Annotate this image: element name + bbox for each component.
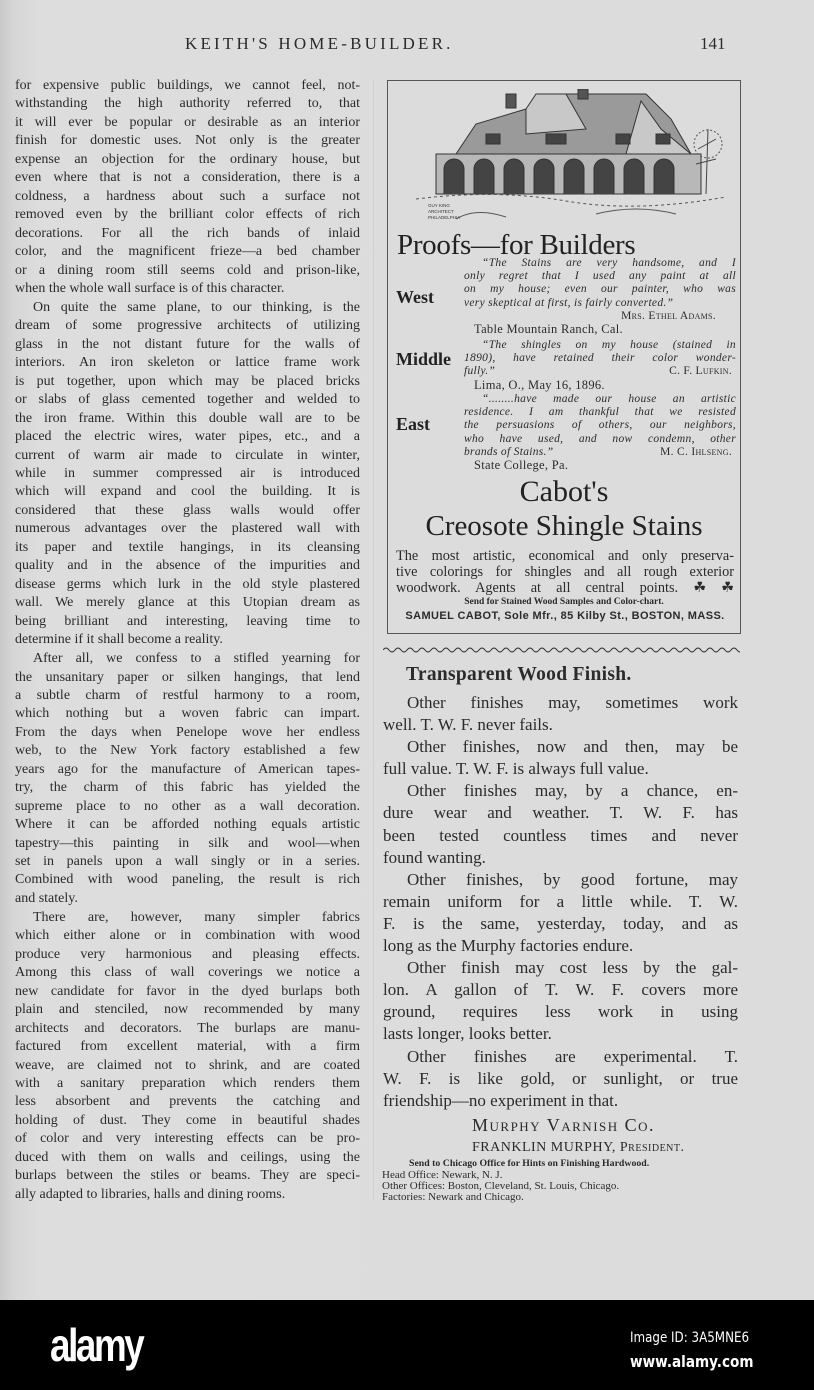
text-line: found wanting. (383, 847, 486, 867)
office-list (382, 1170, 619, 1203)
text-line: which will expand and cool the building. It is (15, 484, 360, 500)
region-label-west: West (396, 287, 434, 307)
text-line: removed even by the brilliant color effects of rich (15, 207, 360, 223)
text-line: lasts longer, looks better. (383, 1024, 552, 1044)
text-line: for expensive public buildings, we cannot feel, not- (15, 78, 360, 93)
text-line: From the days when Penelope wove her endless (15, 724, 360, 740)
text-line: Other finishes, by good fortune, may (407, 869, 738, 889)
text-line: web, to the New York factory established a few (15, 743, 360, 759)
text-line: being brilliant and interesting, leaving time to (15, 613, 360, 629)
text-line: try, the charm of this fabric has yielded the (15, 780, 360, 796)
testimonial-east (464, 393, 736, 472)
text-line: duced with them on walls and ceilings, using the (15, 1149, 360, 1165)
text-line: been tested countless times and never (383, 825, 738, 845)
company-name: Murphy Varnish Co. (472, 1115, 656, 1135)
twf-paragraph (383, 869, 738, 957)
text-line: Other finishes are experimental. T. (407, 1046, 738, 1066)
quote-line: “The Stains are very handsome, and I (482, 257, 736, 269)
text-line: architects and decorators. The burlaps are manu- (15, 1020, 360, 1036)
quote-line: who have used, and now condemn, other (464, 432, 736, 445)
ad-body-line: woodwork. Agents at all central points. ☘ ☘ (396, 580, 734, 596)
text-line: disease germs which lurk in the old style plastered (15, 576, 360, 592)
article-paragraph (15, 650, 360, 908)
text-line: plain and stenciled, now recommended by many (15, 1002, 360, 1018)
region-label-east: East (396, 414, 431, 434)
text-line: Where it can be afforded nothing equals artistic (15, 817, 360, 833)
text-line: considered that these glass walls would offer (15, 502, 360, 518)
text-line: is put together, upon which may be placed bricks (15, 373, 360, 389)
testimonial-place: State College, Pa. (474, 458, 569, 473)
article-paragraph (15, 909, 360, 1204)
ad-body (396, 548, 734, 596)
text-line: finish for domestic uses. Not only is the greater (15, 133, 360, 149)
company-president (472, 1140, 685, 1156)
text-line: dream of some progressive architects of utilizing (15, 318, 360, 334)
ad-headline: Proofs—for Builders (397, 229, 636, 261)
page-number: 141 (700, 34, 726, 53)
text-line: lon. A gallon of T. W. F. covers more (383, 980, 738, 1000)
brand-name: Cabot's (519, 475, 609, 508)
article-paragraph (15, 299, 360, 650)
text-line: numerous advantages over the plastered wall with (15, 521, 360, 537)
column-divider (373, 80, 374, 1200)
text-line: supreme place to no other as a wall decoration. (15, 798, 360, 814)
architect-caption: PHILADELPHIA (428, 215, 461, 220)
testimonial-author: Mrs. Ethel Adams. (621, 309, 716, 322)
text-line: even where that is not a consideration, there is a (15, 170, 360, 186)
text-line: full value. T. W. F. is always full value. (383, 759, 649, 779)
text-line: which either alone or in combination with wood (15, 928, 360, 944)
text-line: There are, however, many simpler fabrics (33, 909, 360, 925)
text-line: determine if it shall become a reality. (15, 632, 223, 648)
twf-paragraph (383, 692, 738, 736)
running-header: KEITH'S HOME-BUILDER. (185, 34, 454, 53)
text-line: placed the electric wires, water pipes, etc., and a (15, 429, 360, 445)
ad-body-line: tive colorings for shingles and all rough exterior (396, 564, 734, 580)
text-line: withstanding the high authority referred to, that (15, 96, 360, 112)
text-line: friendship—no experiment in that. (383, 1090, 619, 1110)
testimonial-west (464, 257, 736, 336)
text-line: interiors. An iron skeleton or lattice frame work (15, 355, 360, 371)
text-line: current of warm air made to circulate in winter, (15, 447, 360, 463)
text-line: the iron frame. Within this double wall are to be (15, 410, 360, 426)
image-id: Image ID: 3A5MNE6 (630, 1330, 750, 1346)
text-line: long as the Murphy factories endure. (383, 936, 634, 956)
text-line: Other finishes, now and then, may be (407, 737, 738, 757)
text-line: or slabs of glass cemented together and welded to (15, 392, 360, 408)
quote-line: residence. I am thankful that we resisted (464, 406, 736, 419)
text-line: produce very harmonious and pleasing effects. (15, 946, 360, 962)
testimonial-middle (464, 339, 736, 392)
text-line: Combined with wood paneling, the result is rich (15, 872, 360, 888)
office-line: Factories: Newark and Chicago. (382, 1191, 524, 1203)
house-illustration (416, 89, 726, 229)
text-line: with a sanitary preparation which renders them (15, 1075, 360, 1091)
text-line: Among this class of wall coverings we notice a (15, 965, 360, 981)
quote-line: brands of Stains.” (464, 445, 554, 458)
text-line: it will ever be popular or desirable as an interior (15, 114, 360, 130)
text-line: color, and the magnificent frieze—a bed chamber (15, 244, 360, 260)
text-line: glass in the not distant future for the walls of (15, 336, 360, 352)
manufacturer-address: SAMUEL CABOT, Sole Mfr., 85 Kilby St., BOSTON, MASS. (405, 610, 725, 622)
quote-last-row (464, 365, 736, 378)
text-line: coldness, a hardness about such a surface not (15, 188, 360, 204)
text-line: set in panels upon a wall singly or in a series. (15, 854, 360, 870)
text-line: weave, are claimed not to shrink, and are coated (15, 1057, 360, 1073)
text-line: remain uniform for a little while. T. W. (383, 891, 738, 911)
text-line: factured from excellent material, with a firm (15, 1039, 360, 1055)
twf-ad-body (383, 692, 738, 1112)
site-url[interactable]: www.alamy.com (630, 1352, 754, 1371)
quote-line: the persuasions of others, our neighbors, (464, 419, 736, 432)
testimonial-author: M. C. Ihlseng. (660, 445, 732, 458)
text-line: while in summer compressed air is introduced (15, 466, 360, 482)
cabot-advertisement (387, 80, 741, 634)
wavy-divider (383, 644, 740, 656)
text-line: On quite the same plane, to our thinking, is the (33, 299, 360, 315)
text-line: holding of dust. They come in beautiful shades (15, 1112, 360, 1128)
region-label-middle: Middle (396, 349, 452, 369)
article-paragraph (15, 77, 360, 298)
hints-offer: Send to Chicago Office for Hints on Finishing Hardwood. (409, 1158, 650, 1169)
left-article-column (15, 77, 360, 1205)
text-line: Other finish may cost less by the gal- (407, 958, 738, 978)
text-line: a subtle charm of restful harmony to a room, (15, 687, 360, 703)
quote-line: “The shingles on my house (stained in (482, 339, 736, 351)
product-name: Creosote Shingle Stains (425, 510, 703, 542)
quote-line: on my house; even our painter, who was (464, 283, 736, 296)
text-line: or a dining room still seems cold and prison-like, (15, 262, 360, 278)
text-line: F. is the same, yesterday, today, and as (383, 913, 738, 933)
testimonial-place: Lima, O., May 16, 1896. (474, 377, 605, 392)
text-line: W. F. is like gold, or sunlight, or true (383, 1068, 738, 1088)
quote-line: fully.” (464, 365, 496, 378)
president-title: President. (619, 1140, 685, 1155)
quote-line: “........have made our house an artistic (482, 393, 736, 405)
text-line: quality and in the absence of the impurities and (15, 558, 360, 574)
quote-line: 1890), have retained their color wonder- (464, 352, 736, 365)
text-line: its paper and textile hangings, in its cleansing (15, 539, 360, 555)
architect-caption: GUY KING (428, 203, 450, 208)
samples-offer: Send for Stained Wood Samples and Color-chart. (464, 597, 664, 607)
text-line: decorations. For all the rich bands of inlaid (15, 225, 360, 241)
text-line: ally adapted to libraries, halls and dining rooms. (15, 1186, 286, 1202)
twf-paragraph (383, 1046, 738, 1112)
text-line: the unsanitary paper or silken hangings, that lend (15, 669, 360, 685)
office-line: Other Offices: Boston, Cleveland, St. Louis, Chicago. (382, 1180, 620, 1192)
text-line: new candidate for favor in the dyed burlaps both (15, 983, 360, 999)
text-line: dure wear and weather. T. W. F. has (383, 803, 738, 823)
text-line: Other finishes may, sometimes work (407, 693, 738, 712)
twf-ad-title: Transparent Wood Finish. (406, 664, 632, 685)
president-name: FRANKLIN MURPHY, (472, 1140, 616, 1155)
text-line: tapestry—this painting in silk and wool—when (15, 835, 360, 851)
testimonial-author: C. F. Lufkin. (669, 365, 732, 378)
text-line: After all, we confess to a stifled yearning for (33, 651, 360, 667)
text-line: which nothing but a woven fabric can impart. (15, 706, 360, 722)
ad-body-line: The most artistic, economical and only preserva- (396, 548, 734, 564)
architect-caption: ARCHITECT (428, 209, 454, 214)
text-line: ground, requires less work in using (383, 1002, 738, 1022)
twf-paragraph (383, 957, 738, 1045)
text-line: burlaps between the stiles or beams. They are speci- (15, 1168, 360, 1184)
text-line: less absorbent and prevents the catching and (15, 1094, 360, 1110)
twf-paragraph (383, 736, 738, 780)
alamy-logo: alamy (50, 1319, 143, 1371)
office-line: Head Office: Newark, N. J. (382, 1169, 503, 1181)
testimonial-place: Table Mountain Ranch, Cal. (474, 322, 623, 337)
quote-line: very skeptical at first, is fairly converted.” (464, 296, 674, 309)
quote-line: only regret that I used any paint at all (464, 270, 736, 283)
text-line: well. T. W. F. never fails. (383, 715, 553, 735)
text-line: of color and very interesting effects can be pro- (15, 1131, 360, 1147)
text-line: expense an objection for the ordinary house, but (15, 151, 360, 167)
text-line: years ago for the manufacture of American tapes- (15, 761, 360, 777)
text-line: wall. We merely glance at this Utopian dream as (15, 595, 360, 611)
text-line: Other finishes may, by a chance, en- (407, 781, 738, 801)
text-line: when the whole wall surface is of this character. (15, 280, 285, 296)
text-line: and stately. (15, 890, 78, 906)
twf-paragraph (383, 780, 738, 868)
